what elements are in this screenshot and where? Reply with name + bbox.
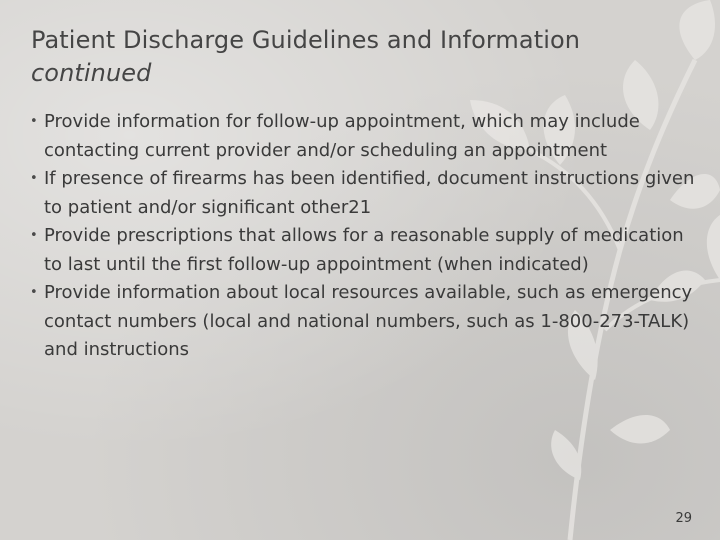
bullet-text: If presence of firearms has been identified, document instructions given to patient and/or significant other21 bbox=[44, 168, 695, 218]
bullet-dot-icon: • bbox=[30, 285, 38, 300]
bullet-item bbox=[30, 108, 698, 165]
slide-title bbox=[31, 24, 691, 90]
bullet-text: Provide information for follow-up appointment, which may include contacting current provider and/or scheduling an appointment bbox=[44, 111, 640, 161]
bullet-item bbox=[30, 222, 698, 279]
bullet-dot-icon: • bbox=[30, 171, 38, 186]
title-main: Patient Discharge Guidelines and Information bbox=[31, 26, 581, 54]
bullet-text: Provide prescriptions that allows for a reasonable supply of medication to last until the first follow-up appointment (when indicated) bbox=[44, 225, 684, 275]
bullet-dot-icon: • bbox=[30, 228, 38, 243]
bullet-item bbox=[30, 165, 698, 222]
page-number: 29 bbox=[675, 511, 692, 526]
bullet-text: Provide information about local resources available, such as emergency contact numbers (local and national numbers, such as 1-800-273-TALK) and instructions bbox=[44, 282, 693, 360]
bullet-list bbox=[30, 108, 698, 365]
bullet-dot-icon: • bbox=[30, 114, 38, 129]
bullet-item bbox=[30, 279, 698, 365]
title-continued: continued bbox=[31, 59, 152, 87]
